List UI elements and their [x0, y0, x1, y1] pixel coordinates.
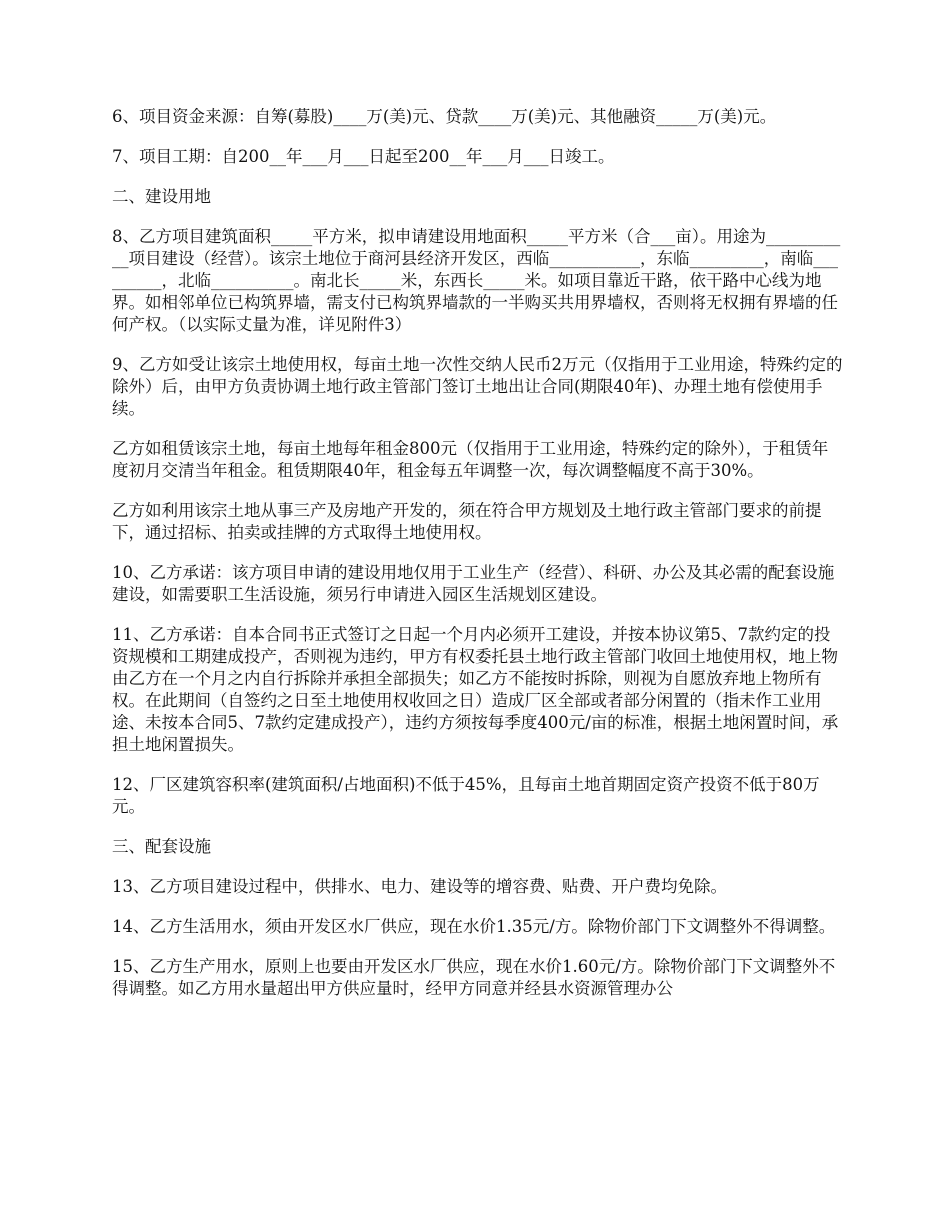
paragraph-real-estate-use: 乙方如利用该宗土地从事三产及房地产开发的，须在符合甲方规划及土地行政主管部门要求的前提下，通过招标、拍卖或挂牌的方式取得土地使用权。: [112, 501, 822, 542]
section-heading-facilities: 三、配套设施: [112, 837, 211, 856]
paragraph-land-lease: 乙方如租赁该宗土地，每亩土地每年租金800元（仅指用于工业用途，特殊约定的除外），于租赁年度初月交清当年租金。租赁期限40年，租金每五年调整一次，每次调整幅度不高于30%。: [112, 439, 829, 480]
section-heading-construction-land: 二、建设用地: [112, 187, 211, 206]
document-body: [112, 106, 844, 1018]
paragraph-item-6-funding: 6、项目资金来源：自筹(募股)____万(美)元、贷款____万(美)元、其他融资_____万(美)元。: [112, 107, 777, 126]
paragraph-item-9-land-transfer: 9、乙方如受让该宗土地使用权，每亩土地一次性交纳人民币2万元（仅指用于工业用途，特殊约定的除外）后，由甲方负责协调土地行政主管部门签订土地出让合同(期限40年)、办理土地有偿使用手续。: [112, 355, 843, 418]
paragraph-item-15-production-water: 15、乙方生产用水，原则上也要由开发区水厂供应，现在水价1.60元/方。除物价部门下文调整外不得调整。如乙方用水量超出甲方供应量时，经甲方同意并经县水资源管理办公: [112, 957, 836, 998]
paragraph-item-11-commitment: 11、乙方承诺：自本合同书正式签订之日起一个月内必须开工建设，并按本协议第5、7款约定的投资规模和工期建成投产，否则视为违约，甲方有权委托县土地行政主管部门收回土地使用权，地上物由乙方在一个月之内自行拆除并承担全部损失；如乙方不能按时拆除，则视为自愿放弃地上物所有权。在此期间（自签约之日至土地使用权收回之日）造成厂区全部或者部分闲置的（指未作工业用途、未按本合同5、7款约定建成投产），违约方须按每季度400元/亩的标准，根据土地闲置时间，承担土地闲置损失。: [112, 625, 839, 754]
paragraph-item-12-plot-ratio: 12、厂区建筑容积率(建筑面积/占地面积)不低于45%，且每亩土地首期固定资产投资不低于80万元。: [112, 775, 820, 816]
paragraph-item-8-land-area: 8、乙方项目建筑面积_____平方米，拟申请建设用地面积_____平方米（合___亩）。用途为___________项目建设（经营）。该宗土地位于商河县经济开发区，西临___________，东临_________，南临_________，北临__________。南北长_____米，东西长_____米。如项目靠近干路，依干路中心线为地界。如相邻单位已构筑界墙，需支付已构筑界墙款的一半购买共用界墙权，否则将无权拥有界墙的任何产权。（以实际丈量为准，详见附件3）: [112, 227, 841, 334]
paragraph-item-7-schedule: 7、项目工期：自200__年___月___日起至200__年___月___日竣工。: [112, 147, 615, 166]
paragraph-item-14-domestic-water: 14、乙方生活用水，须由开发区水厂供应，现在水价1.35元/方。除物价部门下文调整外不得调整。: [112, 917, 836, 936]
paragraph-item-10-commitment: 10、乙方承诺：该方项目申请的建设用地仅用于工业生产（经营）、科研、办公及其必需的配套设施建设，如需要职工生活设施，须另行申请进入园区生活规划区建设。: [112, 563, 835, 604]
paragraph-item-13-fees: 13、乙方项目建设过程中，供排水、电力、建设等的增容费、贴费、开户费均免除。: [112, 877, 727, 896]
